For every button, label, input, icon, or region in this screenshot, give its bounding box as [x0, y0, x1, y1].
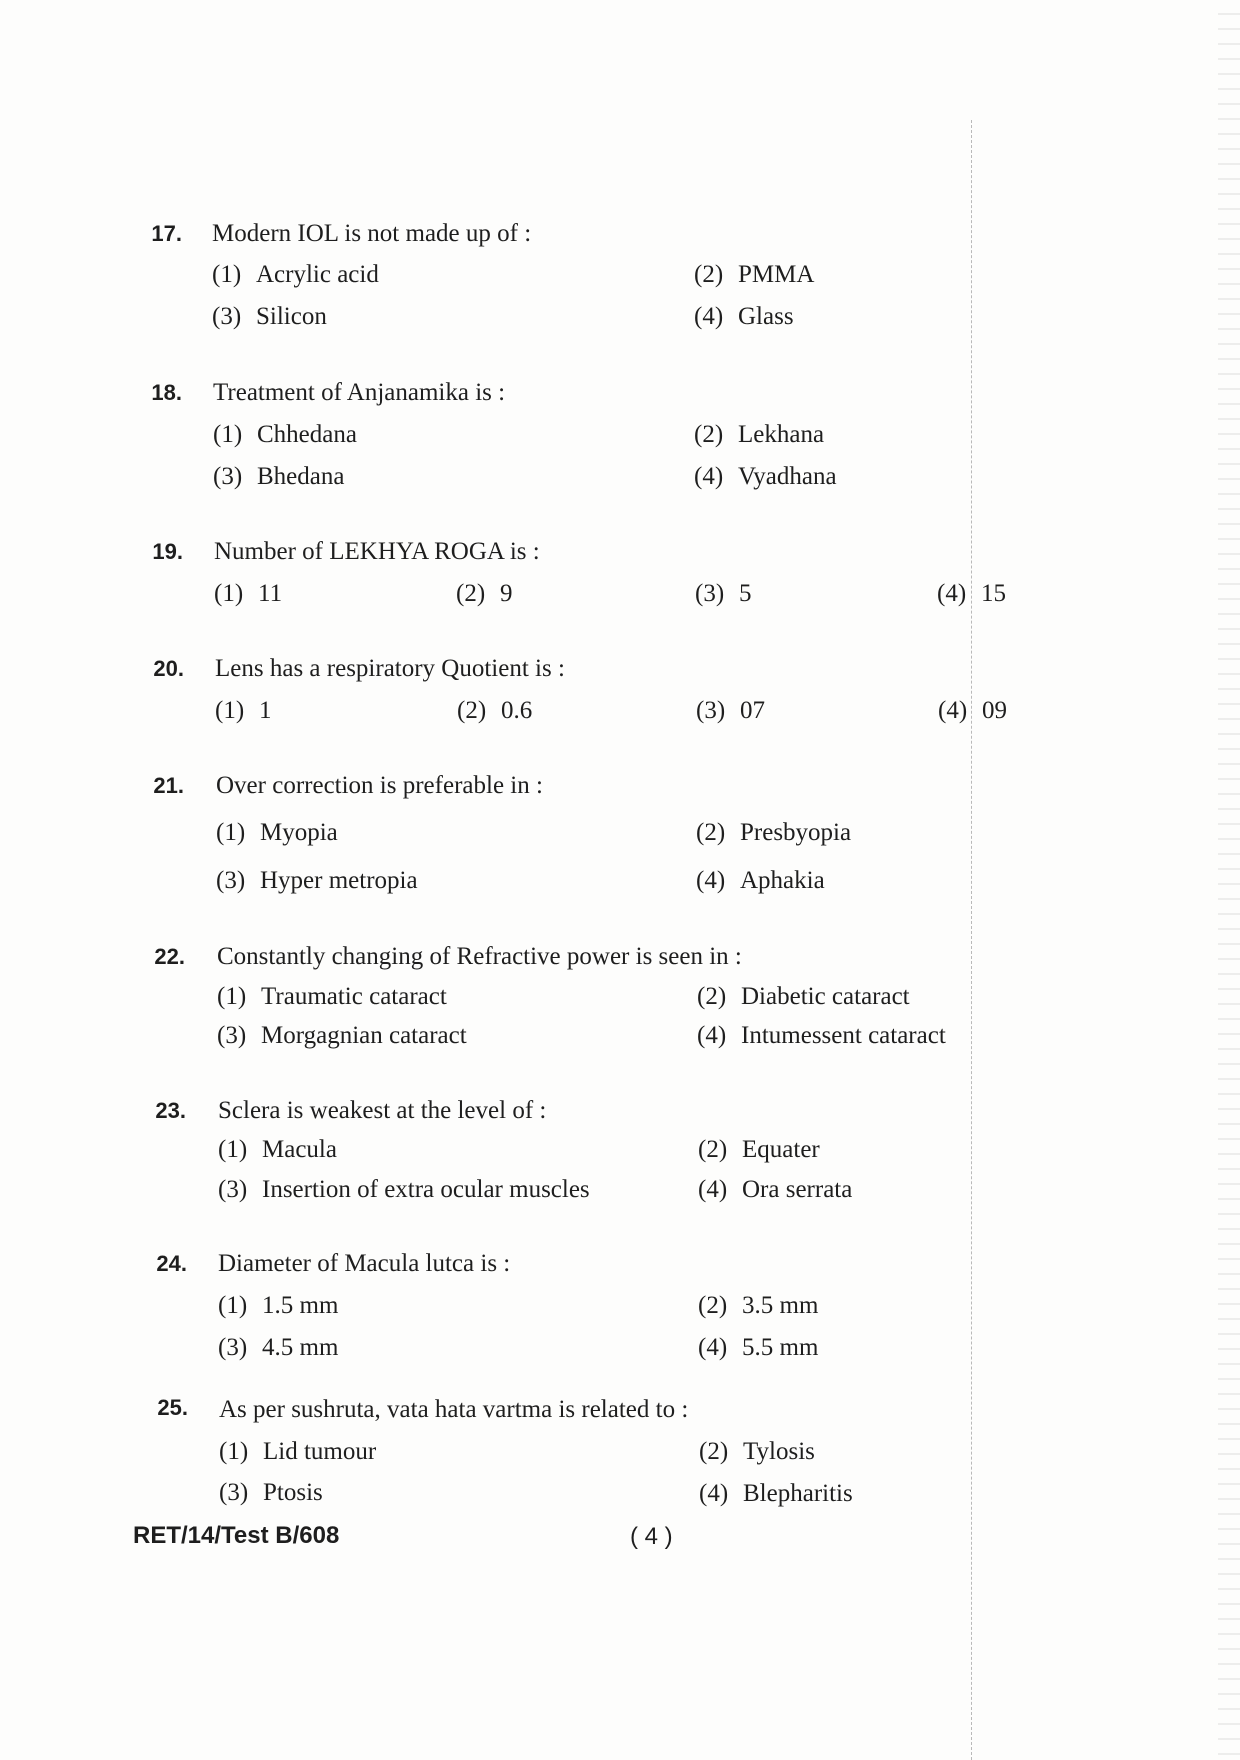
question-number: 18. — [151, 380, 182, 405]
option-2: (2) Diabetic cataract — [697, 983, 910, 1010]
test-code: RET/14/Test B/608 — [133, 1522, 340, 1549]
option-3: (3) Hyper metropia — [216, 867, 418, 894]
option-4: (4) Intumessent cataract — [697, 1022, 946, 1049]
option-4: (4) 15 — [937, 580, 1006, 607]
question-number: 22. — [154, 944, 185, 969]
option-4: (4) Vyadhana — [694, 463, 837, 490]
option-1: (1) Lid tumour — [219, 1438, 377, 1465]
option-1: (1) 11 — [214, 580, 283, 607]
question-number: 19. — [152, 539, 183, 564]
option-2: (2) 3.5 mm — [698, 1292, 819, 1319]
fold-line — [971, 120, 972, 1760]
option-4: (4) Aphakia — [696, 867, 825, 894]
option-1: (1) Macula — [218, 1136, 337, 1163]
option-3: (3) Silicon — [212, 303, 327, 330]
question-text: Over correction is preferable in : — [216, 772, 543, 799]
option-3: (3) Morgagnian cataract — [217, 1022, 467, 1049]
option-4: (4) 5.5 mm — [698, 1334, 819, 1361]
question-text: Sclera is weakest at the level of : — [218, 1097, 547, 1124]
question-number: 23. — [155, 1098, 186, 1123]
question-number: 25. — [157, 1395, 188, 1420]
question-text: Constantly changing of Refractive power is seen in : — [217, 943, 742, 970]
scan-edge — [1218, 0, 1240, 1755]
question-text: Diameter of Macula lutca is : — [218, 1250, 511, 1277]
option-2: (2) 9 — [456, 580, 513, 607]
option-4: (4) Blepharitis — [699, 1480, 853, 1507]
option-1: (1) 1.5 mm — [218, 1292, 339, 1319]
question-number: 21. — [153, 773, 184, 798]
question-text: Treatment of Anjanamika is : — [213, 379, 506, 406]
option-2: (2) Equater — [698, 1136, 820, 1163]
question-text: As per sushruta, vata hata vartma is related to : — [219, 1396, 689, 1423]
option-2: (2) 0.6 — [457, 697, 533, 724]
option-1: (1) Traumatic cataract — [217, 983, 447, 1010]
option-3: (3) 07 — [696, 697, 765, 724]
option-1: (1) Acrylic acid — [212, 261, 379, 288]
option-4: (4) Glass — [694, 303, 794, 330]
option-1: (1) Chhedana — [213, 421, 357, 448]
question-number: 20. — [153, 656, 184, 681]
option-2: (2) PMMA — [694, 261, 815, 288]
option-2: (2) Lekhana — [694, 421, 825, 448]
option-3: (3) Ptosis — [219, 1479, 323, 1506]
question-number: 24. — [156, 1251, 187, 1276]
option-2: (2) Tylosis — [699, 1438, 815, 1465]
question-text: Modern IOL is not made up of : — [212, 220, 532, 247]
option-4: (4) 09 — [938, 697, 1007, 724]
option-1: (1) 1 — [215, 697, 272, 724]
option-4: (4) Ora serrata — [698, 1176, 853, 1203]
option-3: (3) Bhedana — [213, 463, 345, 490]
option-3: (3) 4.5 mm — [218, 1334, 339, 1361]
option-1: (1) Myopia — [216, 819, 338, 846]
option-3: (3) 5 — [695, 580, 752, 607]
question-number: 17. — [151, 221, 182, 246]
question-text: Number of LEKHYA ROGA is : — [214, 538, 540, 565]
option-3: (3) Insertion of extra ocular muscles — [218, 1176, 590, 1203]
question-text: Lens has a respiratory Quotient is : — [215, 655, 565, 682]
option-2: (2) Presbyopia — [696, 819, 852, 846]
page-number: ( 4 ) — [630, 1523, 673, 1550]
